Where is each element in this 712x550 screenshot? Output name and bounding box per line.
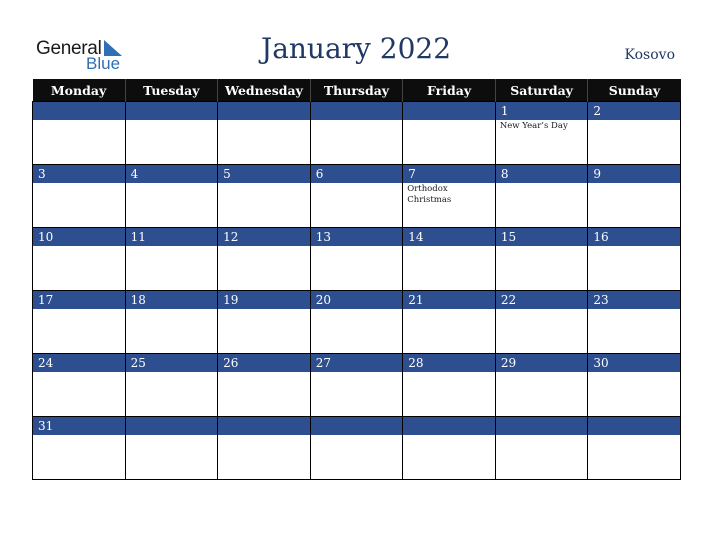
day-number: 13 (311, 228, 403, 246)
day-cell (495, 165, 588, 228)
day-cell (588, 291, 681, 354)
holiday-label (496, 183, 588, 184)
day-cell (495, 354, 588, 417)
weekday-sunday: Sunday (588, 79, 681, 102)
weekday-thursday: Thursday (310, 79, 403, 102)
day-number (496, 417, 588, 435)
day-number: 30 (588, 354, 680, 372)
day-number: 19 (218, 291, 310, 309)
weekday-saturday: Saturday (495, 79, 588, 102)
week-row (33, 354, 681, 417)
country-label: Kosovo (624, 47, 675, 63)
day-number: 6 (311, 165, 403, 183)
weekday-friday: Friday (403, 79, 496, 102)
day-cell (310, 102, 403, 165)
day-cell (125, 228, 218, 291)
day-number (218, 417, 310, 435)
holiday-label (33, 372, 125, 373)
holiday-label (33, 435, 125, 436)
day-cell (310, 228, 403, 291)
holiday-label (126, 309, 218, 310)
holiday-label (496, 372, 588, 373)
holiday-label (311, 372, 403, 373)
day-cell (310, 354, 403, 417)
weekday-monday: Monday (33, 79, 126, 102)
week-row (33, 417, 681, 480)
holiday-label (588, 435, 680, 436)
day-cell (403, 102, 496, 165)
day-number: 20 (311, 291, 403, 309)
day-cell (33, 291, 126, 354)
day-number (126, 417, 218, 435)
day-cell (495, 291, 588, 354)
day-number: 31 (33, 417, 125, 435)
day-cell (33, 228, 126, 291)
weekday-tuesday: Tuesday (125, 79, 218, 102)
day-cell (218, 165, 311, 228)
day-cell (33, 165, 126, 228)
holiday-label (126, 120, 218, 121)
day-cell (310, 165, 403, 228)
day-cell (33, 102, 126, 165)
day-cell (403, 291, 496, 354)
day-number: 21 (403, 291, 495, 309)
day-cell (125, 354, 218, 417)
day-cell (403, 417, 496, 480)
holiday-label (218, 246, 310, 247)
day-number (218, 102, 310, 120)
holiday-label (496, 246, 588, 247)
day-cell (588, 165, 681, 228)
day-number: 1 (496, 102, 588, 120)
day-number (403, 102, 495, 120)
holiday-label (496, 309, 588, 310)
day-number: 7 (403, 165, 495, 183)
day-number: 11 (126, 228, 218, 246)
holiday-label (311, 435, 403, 436)
day-cell (125, 291, 218, 354)
holiday-label (588, 183, 680, 184)
day-number: 14 (403, 228, 495, 246)
day-cell (33, 417, 126, 480)
holiday-label (218, 120, 310, 121)
week-row (33, 291, 681, 354)
logo-general-text: General (36, 38, 102, 59)
holiday-label (33, 120, 125, 121)
holiday-label (403, 120, 495, 121)
day-number: 22 (496, 291, 588, 309)
day-number (126, 102, 218, 120)
day-number: 3 (33, 165, 125, 183)
holiday-label (403, 246, 495, 247)
weekday-wednesday: Wednesday (218, 79, 311, 102)
day-cell (588, 354, 681, 417)
day-number (588, 417, 680, 435)
day-cell (125, 417, 218, 480)
holiday-label (588, 120, 680, 121)
month-calendar (32, 79, 681, 480)
day-number: 9 (588, 165, 680, 183)
day-number: 8 (496, 165, 588, 183)
day-cell (403, 165, 496, 228)
day-cell (403, 228, 496, 291)
holiday-label (126, 372, 218, 373)
day-cell (495, 102, 588, 165)
day-cell (588, 417, 681, 480)
day-number: 23 (588, 291, 680, 309)
day-number (403, 417, 495, 435)
day-cell (218, 102, 311, 165)
day-cell (588, 102, 681, 165)
holiday-label: New Year’s Day (499, 121, 568, 131)
holiday-label (496, 435, 588, 436)
day-number (311, 102, 403, 120)
holiday-label (218, 309, 310, 310)
day-number: 4 (126, 165, 218, 183)
day-cell (218, 354, 311, 417)
holiday-label (218, 372, 310, 373)
holiday-label (311, 183, 403, 184)
day-number: 26 (218, 354, 310, 372)
holiday-label (403, 372, 495, 373)
day-cell (218, 228, 311, 291)
day-number: 15 (496, 228, 588, 246)
day-number: 12 (218, 228, 310, 246)
day-number: 29 (496, 354, 588, 372)
day-number: 28 (403, 354, 495, 372)
day-cell (218, 291, 311, 354)
holiday-label (218, 435, 310, 436)
day-number: 10 (33, 228, 125, 246)
holiday-label (588, 246, 680, 247)
holiday-label (33, 309, 125, 310)
calendar-weeks (33, 102, 681, 480)
day-cell (310, 291, 403, 354)
holiday-label (311, 309, 403, 310)
day-number (311, 417, 403, 435)
holiday-label (311, 120, 403, 121)
holiday-label (403, 309, 495, 310)
holiday-label (126, 183, 218, 184)
holiday-label (33, 246, 125, 247)
day-cell (403, 354, 496, 417)
week-row (33, 165, 681, 228)
day-cell (33, 354, 126, 417)
holiday-label: Orthodox Christmas (407, 184, 452, 205)
week-row (33, 228, 681, 291)
weekday-header-row (33, 79, 681, 102)
day-cell (125, 165, 218, 228)
holiday-label (33, 183, 125, 184)
holiday-label (588, 372, 680, 373)
day-number: 2 (588, 102, 680, 120)
holiday-label (126, 435, 218, 436)
day-number: 17 (33, 291, 125, 309)
holiday-label (311, 246, 403, 247)
day-cell (495, 417, 588, 480)
day-number (33, 102, 125, 120)
day-number: 25 (126, 354, 218, 372)
day-cell (310, 417, 403, 480)
day-cell (588, 228, 681, 291)
day-cell (125, 102, 218, 165)
day-cell (218, 417, 311, 480)
day-number: 16 (588, 228, 680, 246)
day-number: 5 (218, 165, 310, 183)
holiday-label (126, 246, 218, 247)
day-number: 27 (311, 354, 403, 372)
holiday-label (403, 435, 495, 436)
holiday-label (588, 309, 680, 310)
holiday-label (218, 183, 310, 184)
calendar-title: January 2022 (260, 32, 452, 65)
day-number: 18 (126, 291, 218, 309)
logo-blue-text: Blue (86, 54, 121, 73)
week-row (33, 102, 681, 165)
day-cell (495, 228, 588, 291)
day-number: 24 (33, 354, 125, 372)
